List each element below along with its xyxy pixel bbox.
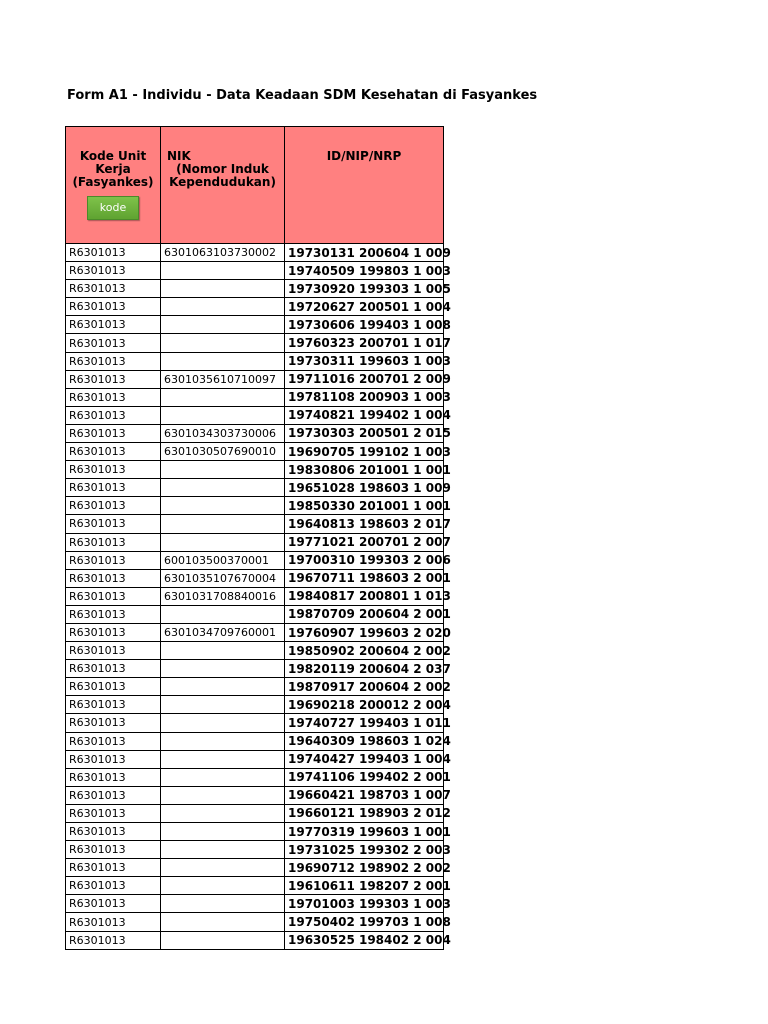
nik-cell[interactable] — [161, 533, 285, 551]
nik-cell[interactable]: 600103500370001 — [161, 551, 285, 569]
kode-unit-cell[interactable]: R6301013 — [66, 316, 161, 334]
table-row — [66, 370, 444, 388]
id-nip-cell[interactable]: 19820119 200604 2 037 — [285, 660, 444, 678]
kode-unit-cell[interactable]: R6301013 — [66, 823, 161, 841]
kode-unit-cell[interactable]: R6301013 — [66, 406, 161, 424]
table-row — [66, 732, 444, 750]
table-row — [66, 895, 444, 913]
table-row — [66, 461, 444, 479]
table-row — [66, 497, 444, 515]
nik-cell[interactable]: 6301030507690010 — [161, 443, 285, 461]
nik-cell[interactable] — [161, 479, 285, 497]
id-nip-cell[interactable]: 19730606 199403 1 008 — [285, 316, 444, 334]
kode-button[interactable]: kode — [87, 196, 139, 220]
kode-unit-cell[interactable]: R6301013 — [66, 750, 161, 768]
table-row — [66, 605, 444, 623]
header-nik-line3: Kependudukan) — [169, 175, 276, 189]
nik-cell[interactable] — [161, 732, 285, 750]
nik-cell[interactable] — [161, 334, 285, 352]
table-row — [66, 551, 444, 569]
nik-cell[interactable] — [161, 406, 285, 424]
table-row — [66, 913, 444, 931]
nik-cell[interactable] — [161, 678, 285, 696]
id-nip-cell[interactable]: 19870917 200604 2 002 — [285, 678, 444, 696]
id-nip-cell[interactable]: 19741106 199402 2 001 — [285, 768, 444, 786]
id-nip-cell[interactable]: 19840817 200801 1 013 — [285, 587, 444, 605]
kode-unit-cell[interactable]: R6301013 — [66, 569, 161, 587]
id-nip-cell[interactable]: 19720627 200501 1 004 — [285, 298, 444, 316]
id-nip-cell[interactable]: 19730920 199303 1 005 — [285, 280, 444, 298]
id-nip-cell[interactable]: 19700310 199303 2 006 — [285, 551, 444, 569]
header-row — [66, 127, 444, 244]
nik-cell[interactable] — [161, 768, 285, 786]
id-nip-cell[interactable]: 19760907 199603 2 020 — [285, 623, 444, 641]
nik-cell[interactable] — [161, 605, 285, 623]
table-row — [66, 244, 444, 262]
kode-unit-cell[interactable]: R6301013 — [66, 642, 161, 660]
nik-cell[interactable] — [161, 841, 285, 859]
table-row — [66, 642, 444, 660]
id-nip-cell[interactable]: 19711016 200701 2 009 — [285, 370, 444, 388]
kode-unit-cell[interactable]: R6301013 — [66, 515, 161, 533]
nik-cell[interactable] — [161, 642, 285, 660]
nik-cell[interactable] — [161, 262, 285, 280]
nik-cell[interactable]: 6301034709760001 — [161, 623, 285, 641]
kode-unit-cell[interactable]: R6301013 — [66, 732, 161, 750]
kode-unit-cell[interactable]: R6301013 — [66, 352, 161, 370]
id-nip-cell[interactable]: 19771021 200701 2 007 — [285, 533, 444, 551]
kode-unit-cell[interactable]: R6301013 — [66, 931, 161, 949]
nik-cell[interactable] — [161, 696, 285, 714]
nik-cell[interactable] — [161, 823, 285, 841]
table-row — [66, 298, 444, 316]
table-row — [66, 859, 444, 877]
table-row — [66, 406, 444, 424]
id-nip-cell[interactable]: 19740821 199402 1 004 — [285, 406, 444, 424]
table-row — [66, 316, 444, 334]
kode-unit-cell[interactable]: R6301013 — [66, 388, 161, 406]
nik-cell[interactable] — [161, 461, 285, 479]
table-row — [66, 678, 444, 696]
header-nik — [161, 127, 285, 244]
kode-unit-cell[interactable]: R6301013 — [66, 768, 161, 786]
header-id-nip-nrp-label: ID/NIP/NRP — [326, 149, 402, 163]
nik-cell[interactable] — [161, 913, 285, 931]
kode-unit-cell[interactable]: R6301013 — [66, 660, 161, 678]
id-nip-cell[interactable]: 19701003 199303 1 003 — [285, 895, 444, 913]
id-nip-cell[interactable]: 19870709 200604 2 001 — [285, 605, 444, 623]
nik-cell[interactable] — [161, 515, 285, 533]
kode-unit-cell[interactable]: R6301013 — [66, 443, 161, 461]
table-row — [66, 515, 444, 533]
nik-cell[interactable] — [161, 352, 285, 370]
nik-cell[interactable]: 6301034303730006 — [161, 424, 285, 442]
kode-unit-cell[interactable]: R6301013 — [66, 424, 161, 442]
kode-unit-cell[interactable]: R6301013 — [66, 497, 161, 515]
sdm-data-table — [65, 126, 451, 950]
nik-cell[interactable] — [161, 804, 285, 822]
form-title: Form A1 - Individu - Data Keadaan SDM Kesehatan di Fasyankes — [67, 88, 538, 103]
nik-cell[interactable]: 6301035610710097 — [161, 370, 285, 388]
table-row — [66, 587, 444, 605]
table-row — [66, 768, 444, 786]
nik-cell[interactable] — [161, 660, 285, 678]
kode-unit-cell[interactable]: R6301013 — [66, 479, 161, 497]
id-nip-cell[interactable]: 19730311 199603 1 003 — [285, 352, 444, 370]
kode-unit-cell[interactable]: R6301013 — [66, 551, 161, 569]
kode-unit-cell[interactable]: R6301013 — [66, 244, 161, 262]
id-nip-cell[interactable]: 19850902 200604 2 002 — [285, 642, 444, 660]
kode-unit-cell[interactable]: R6301013 — [66, 841, 161, 859]
table-row — [66, 877, 444, 895]
header-kode-unit-line1: Kode Unit — [79, 149, 147, 163]
kode-unit-cell[interactable]: R6301013 — [66, 605, 161, 623]
table-row — [66, 931, 444, 949]
table-row — [66, 750, 444, 768]
kode-unit-cell[interactable]: R6301013 — [66, 714, 161, 732]
table-row — [66, 623, 444, 641]
nik-cell[interactable] — [161, 497, 285, 515]
nik-cell[interactable] — [161, 388, 285, 406]
id-nip-cell[interactable]: 19730131 200604 1 009 — [285, 244, 444, 262]
kode-unit-cell[interactable]: R6301013 — [66, 678, 161, 696]
header-kode-unit — [66, 127, 161, 244]
nik-cell[interactable]: 6301063103730002 — [161, 244, 285, 262]
table-row — [66, 479, 444, 497]
nik-cell[interactable]: 6301031708840016 — [161, 587, 285, 605]
id-nip-cell[interactable]: 19760323 200701 1 017 — [285, 334, 444, 352]
table-row — [66, 786, 444, 804]
kode-unit-cell[interactable]: R6301013 — [66, 786, 161, 804]
id-nip-cell[interactable]: 19830806 201001 1 001 — [285, 461, 444, 479]
header-id-nip-nrp — [285, 127, 444, 244]
id-nip-cell[interactable]: 19651028 198603 1 009 — [285, 479, 444, 497]
kode-unit-cell[interactable]: R6301013 — [66, 298, 161, 316]
table-row — [66, 443, 444, 461]
header-kode-unit-line2: Kerja — [95, 162, 131, 176]
table-row — [66, 696, 444, 714]
id-nip-cell[interactable]: 19740727 199403 1 011 — [285, 714, 444, 732]
kode-unit-cell[interactable]: R6301013 — [66, 859, 161, 877]
kode-unit-cell[interactable]: R6301013 — [66, 370, 161, 388]
nik-cell[interactable] — [161, 714, 285, 732]
id-nip-cell[interactable]: 19731025 199302 2 003 — [285, 841, 444, 859]
id-nip-cell[interactable]: 19670711 198603 2 001 — [285, 569, 444, 587]
kode-unit-cell[interactable]: R6301013 — [66, 587, 161, 605]
id-nip-cell[interactable]: 19730303 200501 2 015 — [285, 424, 444, 442]
kode-unit-cell[interactable]: R6301013 — [66, 334, 161, 352]
id-nip-cell[interactable]: 19690218 200012 2 004 — [285, 696, 444, 714]
id-nip-cell[interactable]: 19630525 198402 2 004 — [285, 931, 444, 949]
id-nip-cell[interactable]: 19640813 198603 2 017 — [285, 515, 444, 533]
nik-cell[interactable] — [161, 298, 285, 316]
table-row — [66, 388, 444, 406]
nik-cell[interactable] — [161, 316, 285, 334]
id-nip-cell[interactable]: 19781108 200903 1 003 — [285, 388, 444, 406]
id-nip-cell[interactable]: 19690705 199102 1 003 — [285, 443, 444, 461]
table-row — [66, 714, 444, 732]
table-row — [66, 823, 444, 841]
kode-unit-cell[interactable]: R6301013 — [66, 804, 161, 822]
table-row — [66, 352, 444, 370]
table-row — [66, 280, 444, 298]
kode-unit-cell[interactable]: R6301013 — [66, 461, 161, 479]
id-nip-cell[interactable]: 19750402 199703 1 008 — [285, 913, 444, 931]
header-kode-unit-line3: (Fasyankes) — [72, 175, 154, 189]
table-row — [66, 569, 444, 587]
kode-unit-cell[interactable]: R6301013 — [66, 262, 161, 280]
kode-unit-cell[interactable]: R6301013 — [66, 280, 161, 298]
kode-unit-cell[interactable]: R6301013 — [66, 696, 161, 714]
id-nip-cell[interactable]: 19740509 199803 1 003 — [285, 262, 444, 280]
table-row — [66, 660, 444, 678]
kode-unit-cell[interactable]: R6301013 — [66, 623, 161, 641]
id-nip-cell[interactable]: 19690712 198902 2 002 — [285, 859, 444, 877]
id-nip-cell[interactable]: 19610611 198207 2 001 — [285, 877, 444, 895]
table-row — [66, 424, 444, 442]
nik-cell[interactable] — [161, 786, 285, 804]
table-row — [66, 334, 444, 352]
table-row — [66, 841, 444, 859]
id-nip-cell[interactable]: 19740427 199403 1 004 — [285, 750, 444, 768]
nik-cell[interactable] — [161, 859, 285, 877]
nik-cell[interactable] — [161, 750, 285, 768]
kode-unit-cell[interactable]: R6301013 — [66, 895, 161, 913]
table-row — [66, 533, 444, 551]
nik-cell[interactable] — [161, 877, 285, 895]
nik-cell[interactable] — [161, 280, 285, 298]
nik-cell[interactable]: 6301035107670004 — [161, 569, 285, 587]
table-row — [66, 804, 444, 822]
table-row — [66, 262, 444, 280]
nik-cell[interactable] — [161, 931, 285, 949]
kode-unit-cell[interactable]: R6301013 — [66, 877, 161, 895]
id-nip-cell[interactable]: 19640309 198603 1 024 — [285, 732, 444, 750]
header-nik-line1: NIK — [167, 149, 191, 163]
kode-unit-cell[interactable]: R6301013 — [66, 533, 161, 551]
id-nip-cell[interactable]: 19660121 198903 2 012 — [285, 804, 444, 822]
id-nip-cell[interactable]: 19660421 198703 1 007 — [285, 786, 444, 804]
header-nik-line2: (Nomor Induk — [176, 162, 269, 176]
id-nip-cell[interactable]: 19770319 199603 1 001 — [285, 823, 444, 841]
id-nip-cell[interactable]: 19850330 201001 1 001 — [285, 497, 444, 515]
kode-unit-cell[interactable]: R6301013 — [66, 913, 161, 931]
nik-cell[interactable] — [161, 895, 285, 913]
